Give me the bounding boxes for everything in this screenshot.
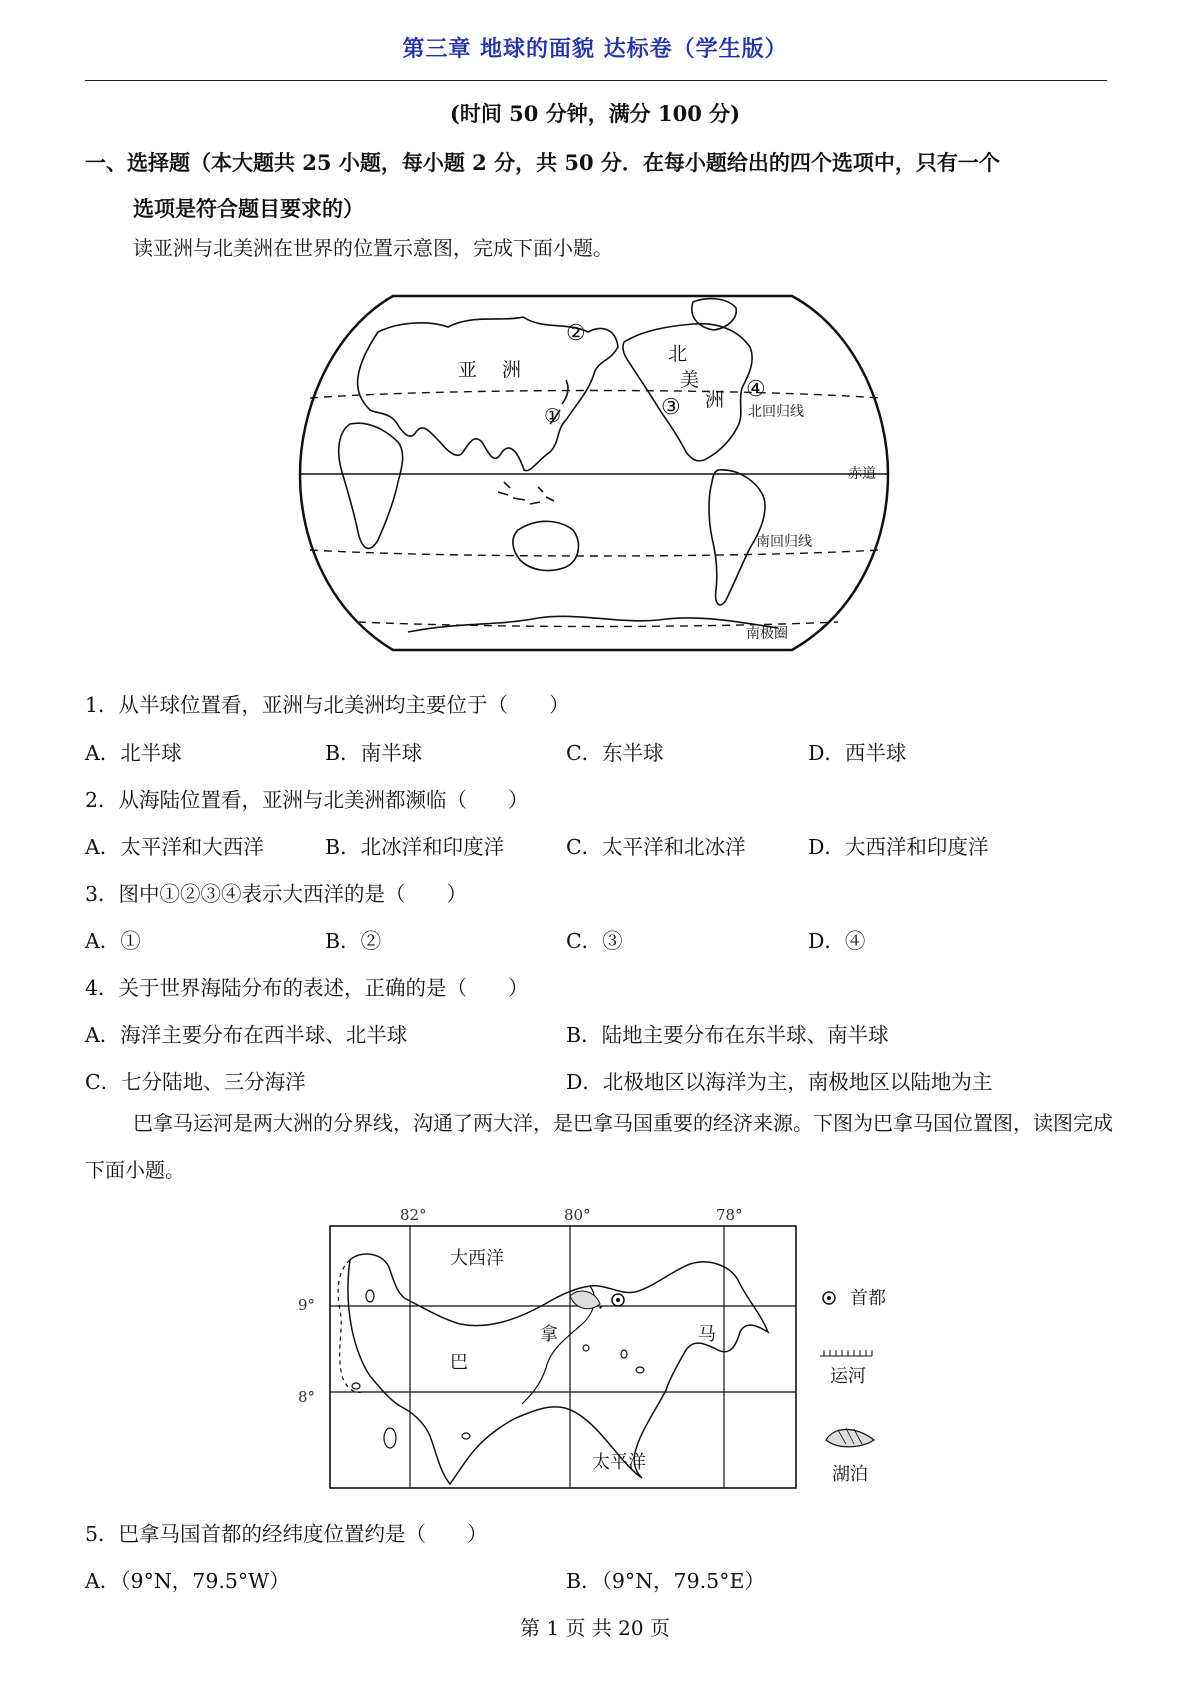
question-2-stem: 2．从海陆位置看，亚洲与北美洲都濒临（ ）: [85, 788, 529, 812]
panama-map-figure: [290, 1200, 910, 1500]
page-footer: 第 1 页 共 20 页: [520, 1616, 670, 1640]
question-4-stem: 4．关于世界海陆分布的表述，正确的是（ ）: [85, 976, 529, 1000]
legend-lake-label: 湖泊: [832, 1464, 868, 1485]
passage-2: 巴拿马运河是两大洲的分界线，沟通了两大洋，是巴拿马国重要的经济来源。下图为巴拿马国位置图，读图完成下面小题。: [85, 1111, 1113, 1182]
question-4-option-a[interactable]: A．海洋主要分布在西半球、北半球: [85, 1023, 408, 1047]
question-5-option-b[interactable]: B．（9°N，79.5°E）: [566, 1569, 765, 1593]
lat-label-9: 9°: [298, 1296, 316, 1314]
marker-2: ②: [566, 321, 586, 346]
section-heading-line1: 一、选择题（本大题共 25 小题，每小题 2 分，共 50 分．在每小题给出的四个选项中，只有一个: [85, 150, 1000, 175]
label-tropic-cancer: 北回归线: [748, 404, 804, 420]
label-asia-2: 洲: [502, 359, 522, 381]
question-1-option-a[interactable]: A．北半球: [85, 741, 182, 765]
panama-map-legend: [820, 1288, 886, 1485]
marker-3: ③: [661, 395, 681, 420]
question-3-option-d[interactable]: D．④: [808, 929, 866, 953]
question-5-stem: 5．巴拿马国首都的经纬度位置约是（ ）: [85, 1522, 488, 1546]
question-2-option-c[interactable]: C．太平洋和北冰洋: [566, 835, 746, 859]
label-country-1: 巴: [450, 1352, 468, 1373]
label-na-3: 洲: [705, 389, 725, 411]
question-3-stem: 3．图中①②③④表示大西洋的是（ ）: [85, 882, 468, 906]
panama-map-frame: [330, 1226, 796, 1488]
question-5-option-a[interactable]: A．（9°N，79.5°W）: [85, 1569, 290, 1593]
question-2-option-d[interactable]: D．大西洋和印度洋: [808, 835, 989, 859]
lon-label-80: 80°: [564, 1206, 591, 1224]
label-country-3: 马: [698, 1324, 716, 1345]
marker-1: ①: [544, 405, 562, 427]
panama-map-grid: [330, 1226, 796, 1488]
map-frame: [300, 296, 888, 650]
label-equator: 赤道: [848, 466, 876, 482]
question-1-stem: 1．从半球位置看，亚洲与北美洲均主要位于（ ）: [85, 693, 570, 717]
lon-label-78: 78°: [716, 1206, 743, 1224]
intro-paragraph: 读亚洲与北美洲在世界的位置示意图，完成下面小题。: [133, 236, 613, 260]
section-heading-line2: 选项是符合题目要求的）: [133, 196, 364, 221]
lat-label-8: 8°: [298, 1388, 316, 1406]
legend-lake-icon: [826, 1430, 874, 1447]
legend-canal-label: 运河: [830, 1366, 866, 1387]
label-atlantic: 大西洋: [450, 1248, 504, 1269]
world-map-figure: [298, 292, 890, 656]
header-title: 第三章 地球的面貌 达标卷（学生版）: [402, 37, 788, 62]
question-1-option-d[interactable]: D．西半球: [808, 741, 907, 765]
label-tropic-capricorn: 南回归线: [756, 534, 812, 550]
label-asia-1: 亚: [458, 359, 478, 381]
marker-4: ④: [746, 377, 766, 402]
lon-label-82: 82°: [400, 1206, 427, 1224]
label-country-2: 拿: [540, 1324, 558, 1345]
label-antarctic-circle: 南极圈: [746, 626, 788, 642]
question-1-option-c[interactable]: C．东半球: [566, 741, 664, 765]
legend-capital-label: 首都: [850, 1288, 886, 1309]
label-na-1: 北: [668, 343, 688, 365]
question-2-option-a[interactable]: A．太平洋和大西洋: [85, 835, 264, 859]
exam-subtitle: (时间 50 分钟，满分 100 分): [449, 101, 741, 126]
legend-canal-icon: [820, 1350, 872, 1356]
border-dashed: [338, 1260, 362, 1392]
question-2-option-b[interactable]: B．北冰洋和印度洋: [325, 835, 505, 859]
header-rule: [85, 80, 1107, 81]
label-na-2: 美: [680, 369, 700, 391]
question-1-option-b[interactable]: B．南半球: [325, 741, 423, 765]
question-4-option-d[interactable]: D．北极地区以海洋为主，南极地区以陆地为主: [566, 1070, 993, 1094]
section-heading: [85, 140, 1115, 232]
label-pacific: 太平洋: [592, 1452, 646, 1473]
question-3-option-a[interactable]: A．①: [85, 929, 141, 953]
question-3-option-b[interactable]: B．②: [325, 929, 382, 953]
question-4-option-b[interactable]: B．陆地主要分布在东半球、南半球: [566, 1023, 889, 1047]
question-3-option-c[interactable]: C．③: [566, 929, 623, 953]
panama-coastline: [348, 1254, 768, 1484]
question-4-option-c[interactable]: C．七分陆地、三分海洋: [85, 1070, 306, 1094]
